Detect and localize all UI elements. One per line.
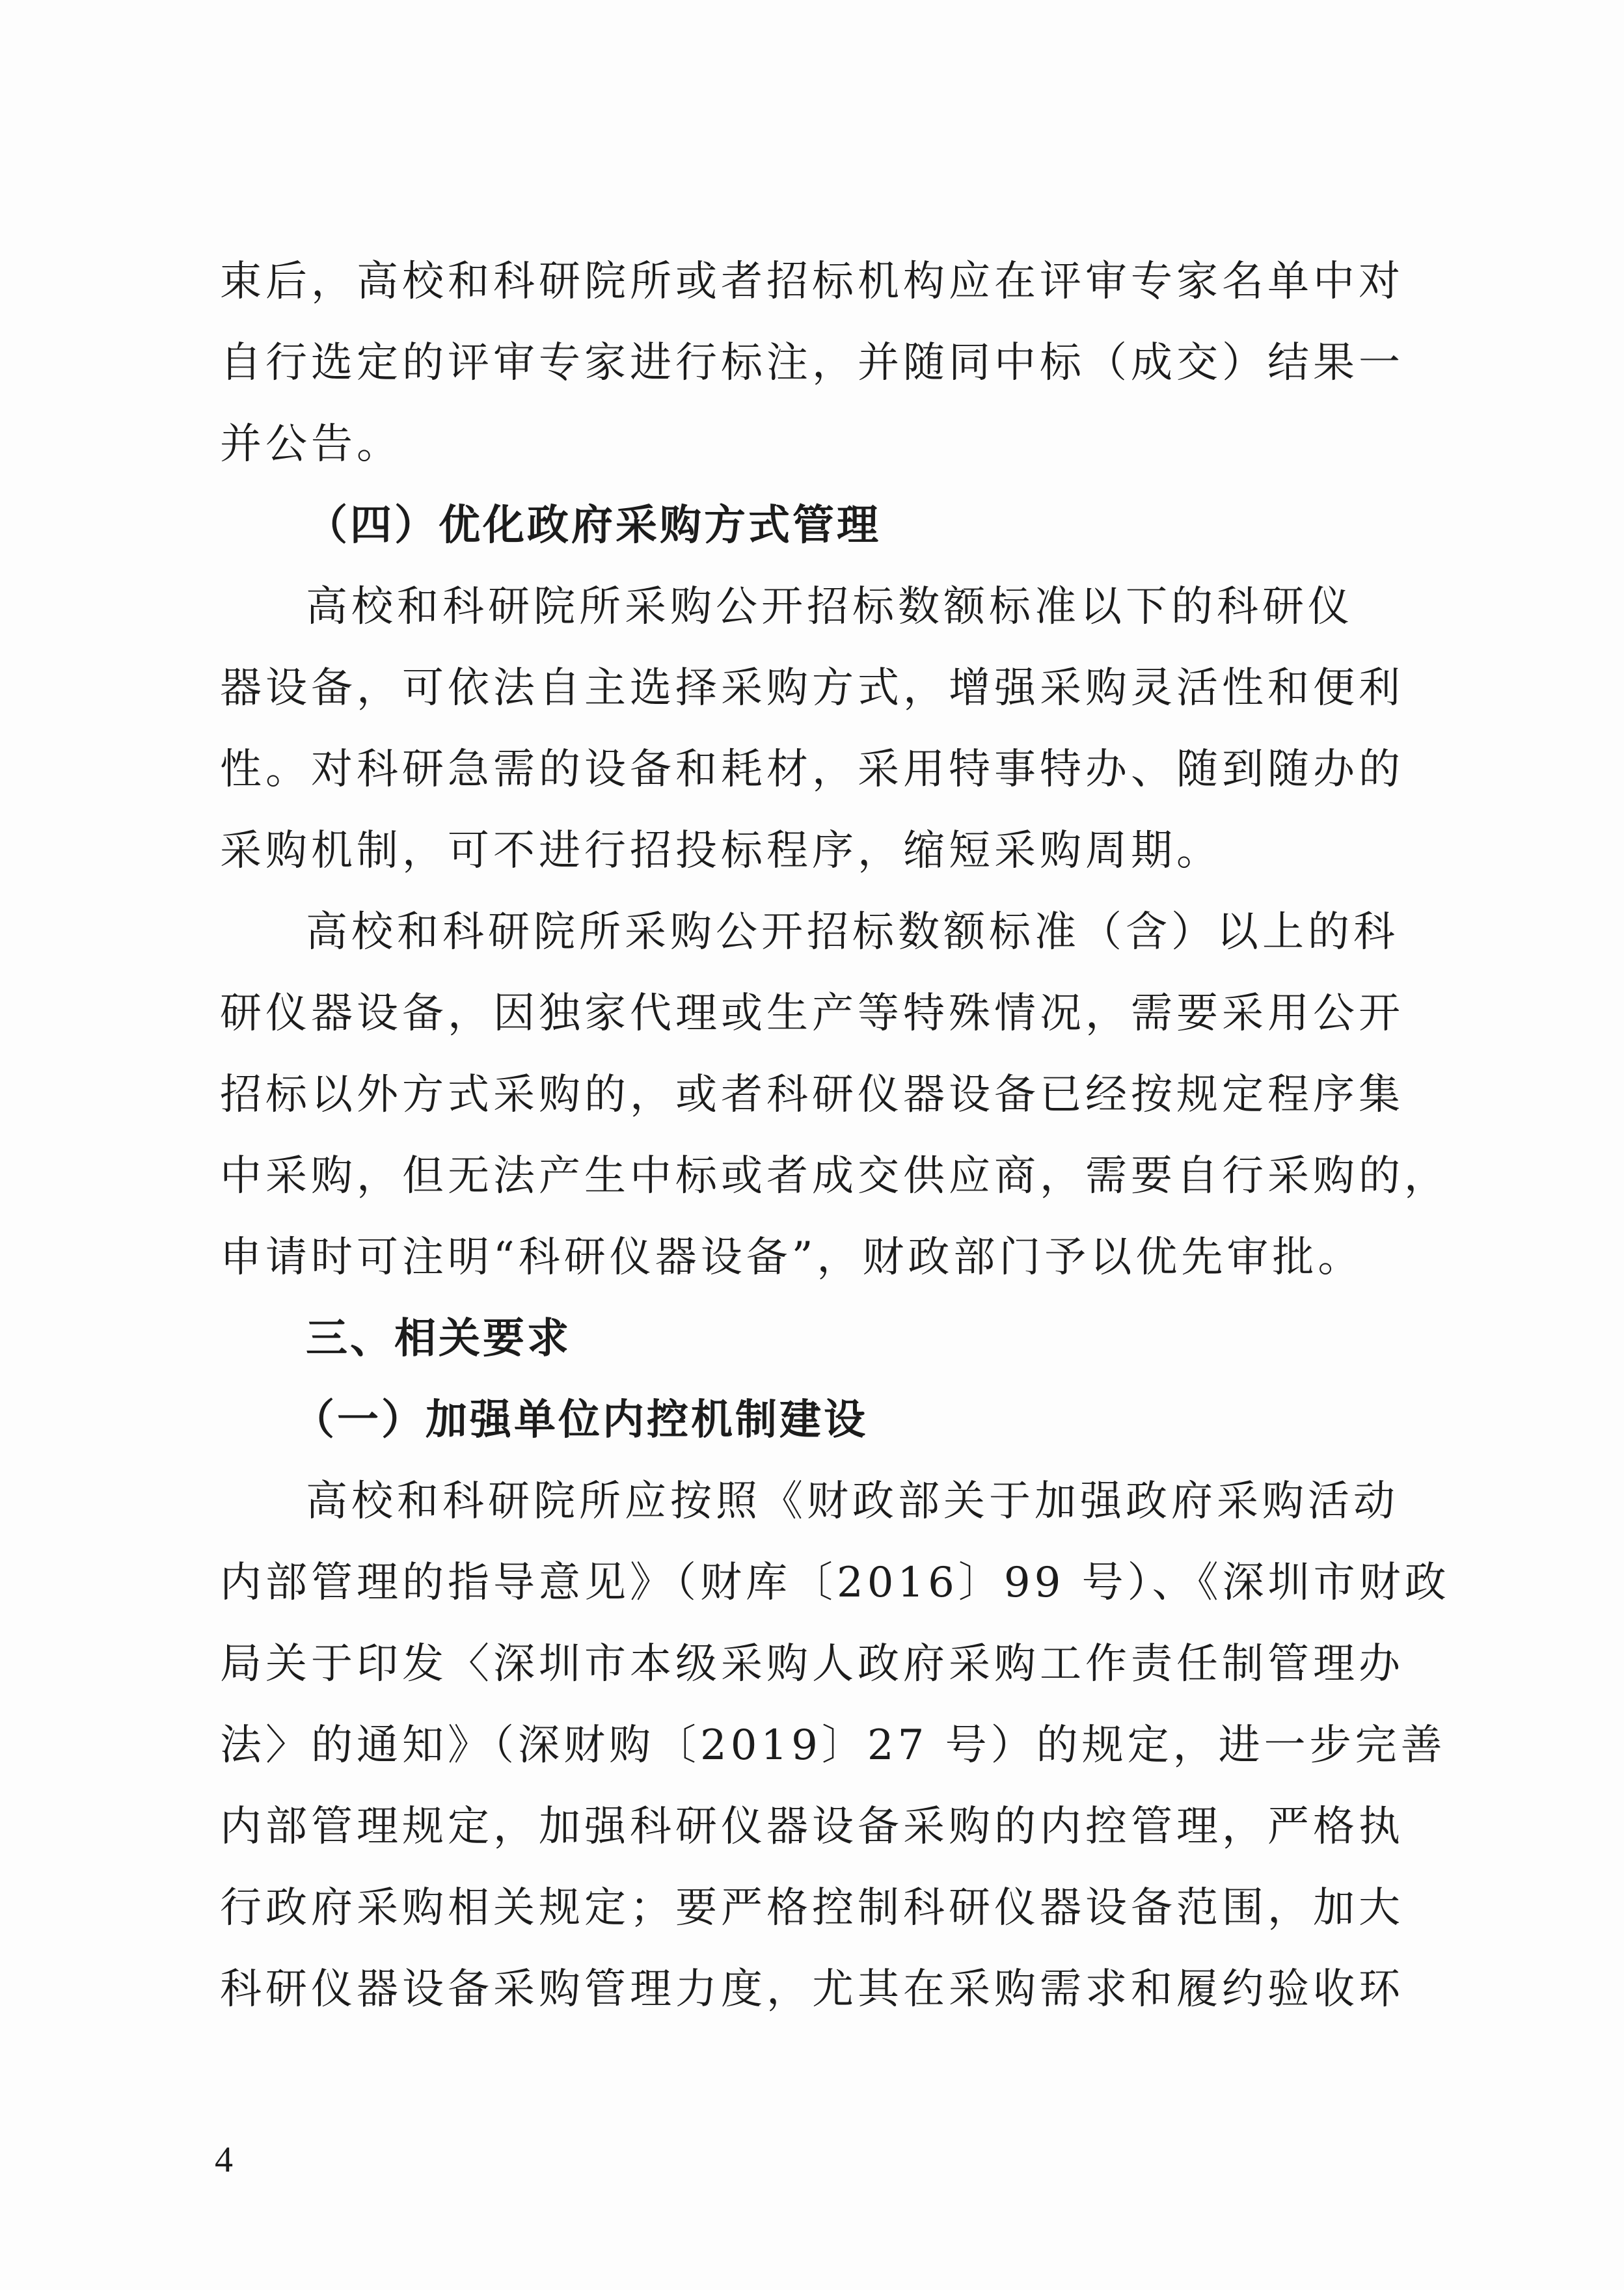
body-text-line: 科研仪器设备采购管理力度，尤其在采购需求和履约验收环 [220,1965,1404,2014]
body-text-line: 法〉的通知》（深财购〔2019〕27 号）的规定，进一步完善 [220,1721,1446,1770]
body-text-line: 中采购，但无法产生中标或者成交供应商，需要自行采购的， [220,1152,1450,1200]
paragraph-first-line: 高校和科研院所采购公开招标数额标准以下的科研仪 [306,583,1353,631]
body-text-line: 招标以外方式采购的，或者科研仪器设备已经按规定程序集 [220,1071,1404,1119]
body-text-line: 行政府采购相关规定；要严格控制科研仪器设备范围，加大 [220,1884,1404,1932]
section-heading: 三、相关要求 [306,1314,571,1363]
body-text-line: 研仪器设备，因独家代理或生产等特殊情况，需要采用公开 [220,990,1404,1038]
body-text-line: 内部管理的指导意见》（财库〔2016〕99 号）、《深圳市财政 [220,1559,1450,1607]
body-text-line: 申请时可注明“科研仪器设备”，财政部门予以优先审批。 [220,1233,1364,1282]
body-text-line: 器设备，可依法自主选择采购方式，增强采购灵活性和便利 [220,664,1404,712]
paragraph-first-line: 高校和科研院所应按照《财政部关于加强政府采购活动 [306,1477,1399,1526]
body-text-line: 性。对科研急需的设备和耗材，采用特事特办、随到随办的 [220,746,1404,794]
subsection-heading: （一）加强单位内控机制建设 [293,1395,868,1444]
section-heading: （四）优化政府采购方式管理 [306,501,881,550]
body-text-line: 自行选定的评审专家进行标注，并随同中标（成交）结果一 [220,339,1404,387]
paragraph-first-line: 高校和科研院所采购公开招标数额标准（含）以上的科 [306,908,1399,956]
page-number: 4 [215,2140,233,2180]
body-text-line: 内部管理规定，加强科研仪器设备采购的内控管理，严格执 [220,1803,1404,1851]
body-text-line: 局关于印发〈深圳市本级采购人政府采购工作责任制管理办 [220,1640,1404,1688]
body-text-line: 采购机制，可不进行招投标程序，缩短采购周期。 [220,827,1222,875]
body-text-line: 并公告。 [220,420,402,468]
body-text-line: 束后，高校和科研院所或者招标机构应在评审专家名单中对 [220,258,1404,306]
